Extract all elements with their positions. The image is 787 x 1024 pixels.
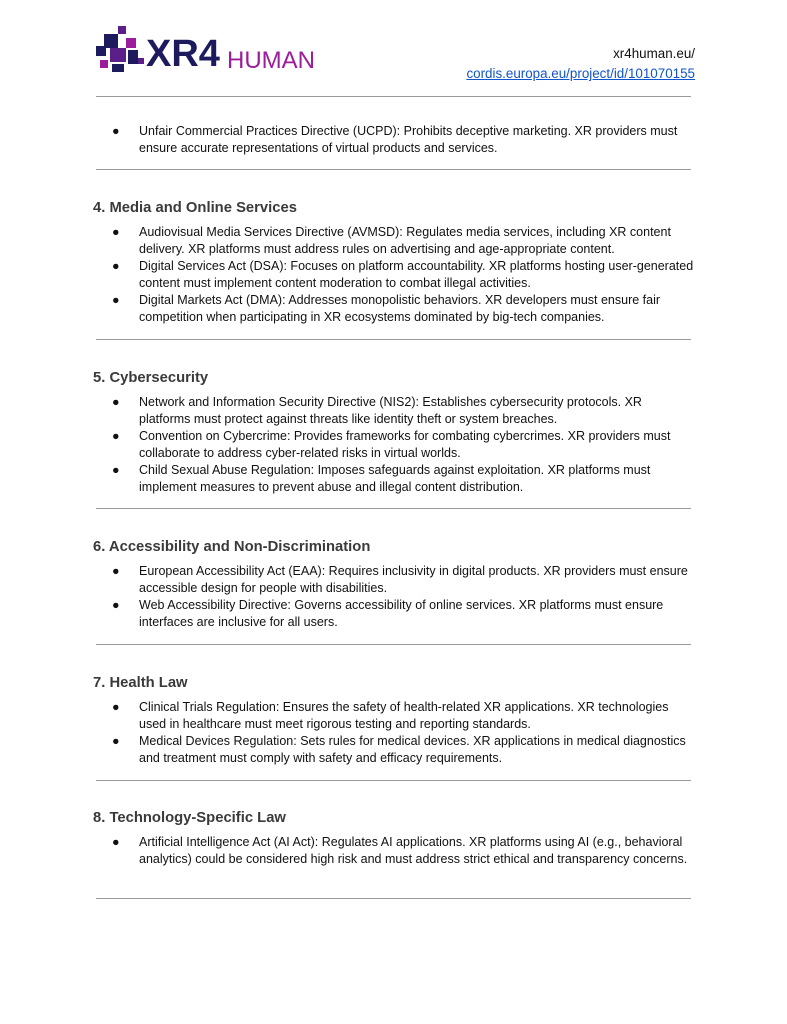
bullet-icon: ● (112, 124, 120, 138)
bullet-icon: ● (112, 564, 120, 578)
bullet-icon: ● (112, 700, 120, 714)
technology-list (0, 834, 787, 868)
bullet-icon: ● (112, 463, 120, 477)
section-heading-media: 4. Media and Online Services (93, 200, 297, 216)
logo-xr4-text: XR4 (146, 33, 220, 75)
list-item-text: Artificial Intelligence Act (AI Act): Regulates AI applications. XR platforms using AI (e.g., behavioral analytics) could be considered high risk and must address strict ethical and transparency concerns. (139, 835, 688, 866)
list-item (0, 733, 694, 767)
list-item-text: Convention on Cybercrime: Provides frameworks for combating cybercrimes. XR providers must collaborate to address cyber-related risks in virtual worlds. (139, 429, 671, 460)
list-item (0, 292, 694, 326)
list-item-text: Child Sexual Abuse Regulation: Imposes safeguards against exploitation. XR platforms must implement measures to prevent abuse and illegal content distribution. (139, 463, 651, 494)
list-item-text: European Accessibility Act (EAA): Requires inclusivity in digital products. XR providers must ensure accessible design for people with disabilities. (139, 564, 688, 595)
list-item (0, 563, 694, 597)
section-heading-technology: 8. Technology-Specific Law (93, 810, 286, 826)
cybersecurity-list (0, 394, 787, 496)
health-list (0, 699, 787, 767)
bullet-icon: ● (112, 598, 120, 612)
list-item-text: Web Accessibility Directive: Governs accessibility of online services. XR platforms must ensure interfaces are inclusive for all users. (139, 598, 664, 629)
cordis-project-link[interactable]: cordis.europa.eu/project/id/101070155 (466, 66, 695, 81)
media-list (0, 224, 787, 326)
list-item (0, 394, 694, 428)
list-item-text: Audiovisual Media Services Directive (AVMSD): Regulates media services, including XR content delivery. XR platforms must address rules on advertising and age-appropriate content. (139, 225, 671, 256)
list-item (0, 462, 694, 496)
section-heading-cybersecurity: 5. Cybersecurity (93, 370, 209, 386)
list-item (0, 597, 694, 631)
list-item-text: Digital Services Act (DSA): Focuses on platform accountability. XR platforms hosting user-generated content must implement content moderation to combat illegal activities. (139, 259, 694, 290)
list-item (0, 258, 694, 292)
list-item-text: Medical Devices Regulation: Sets rules for medical devices. XR applications in medical diagnostics and treatment must comply with safety and efficacy requirements. (139, 734, 686, 765)
divider (96, 644, 691, 645)
list-item (0, 699, 694, 733)
list-item (0, 224, 694, 258)
bullet-icon: ● (112, 259, 120, 273)
bullet-icon: ● (112, 395, 120, 409)
list-item-text: Unfair Commercial Practices Directive (UCPD): Prohibits deceptive marketing. XR providers must ensure accurate representations of virtual products and services. (139, 124, 678, 155)
logo-pixel-head-icon (96, 26, 144, 72)
section-heading-health: 7. Health Law (93, 675, 188, 691)
bullet-icon: ● (112, 835, 120, 849)
bullet-icon: ● (112, 225, 120, 239)
bullet-icon: ● (112, 293, 120, 307)
list-item (0, 834, 694, 868)
accessibility-list (0, 563, 787, 631)
divider (96, 96, 691, 97)
bullet-icon: ● (112, 429, 120, 443)
divider (96, 339, 691, 340)
bullet-icon: ● (112, 734, 120, 748)
carryover-list (0, 123, 787, 157)
list-item-text: Network and Information Security Directive (NIS2): Establishes cybersecurity protocols. XR platforms must protect against threats like identity theft or system breaches. (139, 395, 642, 426)
list-item-text: Digital Markets Act (DMA): Addresses monopolistic behaviors. XR developers must ensure fair competition when participating in XR ecosystems dominated by big-tech companies. (139, 293, 661, 324)
divider (96, 508, 691, 509)
site-url: xr4human.eu/ (613, 46, 695, 61)
page-header (0, 0, 787, 96)
divider (96, 898, 691, 899)
list-item (0, 428, 694, 462)
list-item-text: Clinical Trials Regulation: Ensures the safety of health-related XR applications. XR technologies used in healthcare must meet rigorous testing and reporting standards. (139, 700, 669, 731)
header-links (466, 44, 695, 84)
xr4human-logo (92, 22, 322, 78)
list-item (0, 123, 694, 157)
divider (96, 169, 691, 170)
divider (96, 780, 691, 781)
logo-human-text: HUMAN (227, 47, 315, 74)
section-heading-accessibility: 6. Accessibility and Non-Discrimination (93, 539, 371, 555)
